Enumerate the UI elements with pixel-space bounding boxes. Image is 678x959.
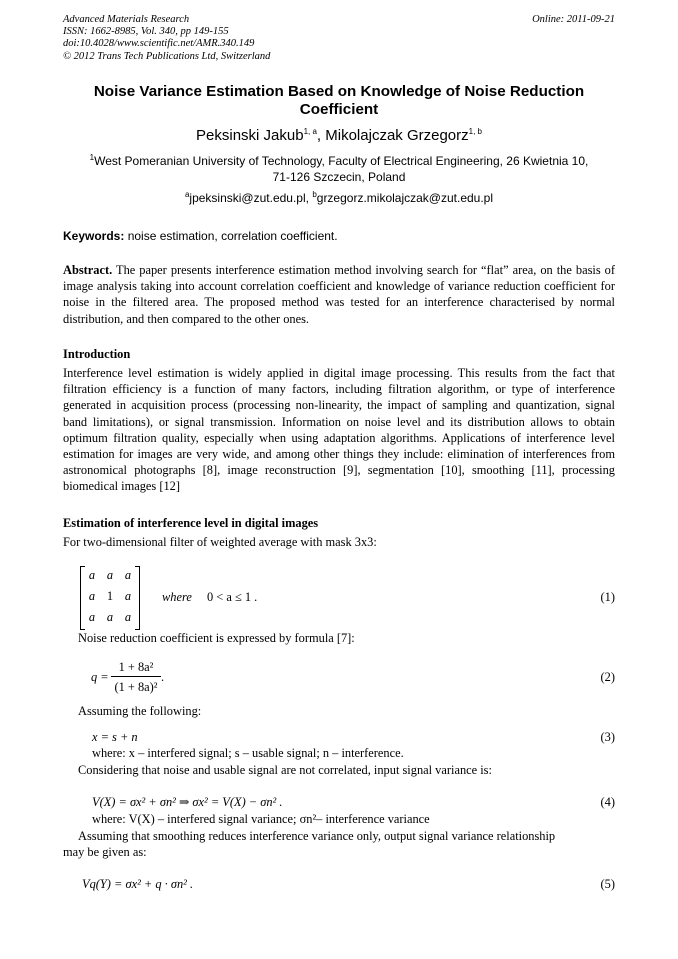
keywords-label: Keywords: [63,229,125,243]
email-mark: b [312,190,317,199]
abstract-text: The paper presents interference estimation method involving search for “flat” area, on the basis of image analysis taking into account correlation coefficient and knowledge of variance reduction coefficient for noise in the filtered area. The proposed method was tested for an interference characterised by normal distribution, and then compared to the other ones. [63,263,615,326]
author-name: Mikolajczak Grzegorz [325,127,469,144]
doi-line: doi:10.4028/www.scientific.net/AMR.340.149 [63,38,255,50]
journal-name: Advanced Materials Research [63,14,190,25]
issn-line: ISSN: 1662-8985, Vol. 340, pp 149-155 [63,26,229,38]
author-affiliation-mark: 1, b [468,127,482,136]
equation-number: (1) [600,590,615,604]
abstract-label: Abstract. [63,263,113,277]
equation-number: (2) [600,670,615,684]
keywords-text: noise estimation, correlation coefficient. [124,229,338,243]
author-list [63,127,615,145]
fraction-bar [111,676,161,677]
equation-3-legend: where: x – interfered signal; s – usable signal; n – interference. [92,746,404,760]
assumption-text: Assuming the following: [78,704,202,718]
section-heading-introduction: Introduction [63,347,131,361]
paper-title: Noise Variance Estimation Based on Knowledge of Noise Reduction Coefficient [93,83,585,118]
equation-end: . [161,670,165,684]
smoothing-text-line-1: Assuming that smoothing reduces interference variance only, output signal variance relationship [78,829,556,843]
online-date: Online: 2011-09-21 [532,14,615,25]
author-emails [63,190,615,206]
noise-reduction-text: Noise reduction coefficient is expressed by formula [7]: [78,631,355,645]
affiliation-line: West Pomeranian University of Technology, Faculty of Electrical Engineering, 26 Kwietnia 10, [94,154,589,168]
fraction-numerator: 1 + 8a² [118,660,154,674]
consider-text: Considering that noise and usable signal are not correlated, input signal variance is: [78,763,492,777]
equation-body: x = s + n [92,730,138,744]
abstract [63,262,615,327]
email-link[interactable]: grzegorz.mikolajczak@zut.edu.pl [316,191,494,205]
author-name: Peksinski Jakub [196,127,304,144]
equation-number: (5) [600,877,615,891]
author-affiliation-mark: 1, a [303,127,317,136]
keywords [63,228,615,244]
introduction-text: Interference level estimation is widely applied in digital image processing. This results from the fact that filtration efficiency is a function of many factors, including filtration algorithm, or type of interference generated in acquisition process (processing non-linearity, the impact of sampling and quantization, signal band limitations), or signal transmission. Information on noise level and its distribution allows to obtain optimum filtration quality, especially when using adaptation algorithms. Applications of interference level estimation for images are very wide, and among other things they include: elimination of interferences from astronomical photographs [8], image reconstruction [9], segmentation [10], smoothing [11], processing biomedical images [12] [63,366,615,494]
section-heading-estimation: Estimation of interference level in digital images [63,516,319,530]
equation-condition: 0 < a ≤ 1 . [207,590,258,604]
fraction-denominator: (1 + 8a)² [114,680,158,694]
copyright-line: © 2012 Trans Tech Publications Ltd, Switzerland [63,50,271,62]
equation-number: (3) [600,730,615,744]
author-separator: , [316,127,326,144]
estimation-intro: For two-dimensional filter of weighted average with mask 3x3: [63,535,377,549]
affiliation-line: 71-126 Szczecin, Poland [272,170,406,184]
equation-number: (4) [600,795,615,809]
email-link[interactable]: jpeksinski@zut.edu.pl, [189,191,313,205]
matrix-cell: a [106,610,114,624]
matrix-cell: a [124,589,132,603]
matrix-cell: a [124,568,132,582]
matrix-cell: a [88,589,96,603]
matrix-cell: 1 [106,589,114,603]
equation-body: V(X) = σx² + σn² ⇒ σx² = V(X) − σn² . [92,795,283,809]
affiliation [63,153,615,185]
affiliation-mark: 1 [89,153,95,162]
equation-body: Vq(Y) = σx² + q · σn² . [82,877,194,891]
matrix-cell: a [88,568,96,582]
email-mark: a [184,190,190,199]
equation-where: where [162,590,192,604]
journal-header [63,14,615,63]
equation-lhs: q = [91,670,109,684]
matrix-cell: a [88,610,96,624]
matrix-cell: a [124,610,132,624]
smoothing-text-line-2: may be given as: [63,845,147,859]
mask-matrix [80,566,140,628]
matrix-cell: a [106,568,114,582]
equation-4-legend: where: V(X) – interfered signal variance; σn²– interference variance [92,812,430,826]
